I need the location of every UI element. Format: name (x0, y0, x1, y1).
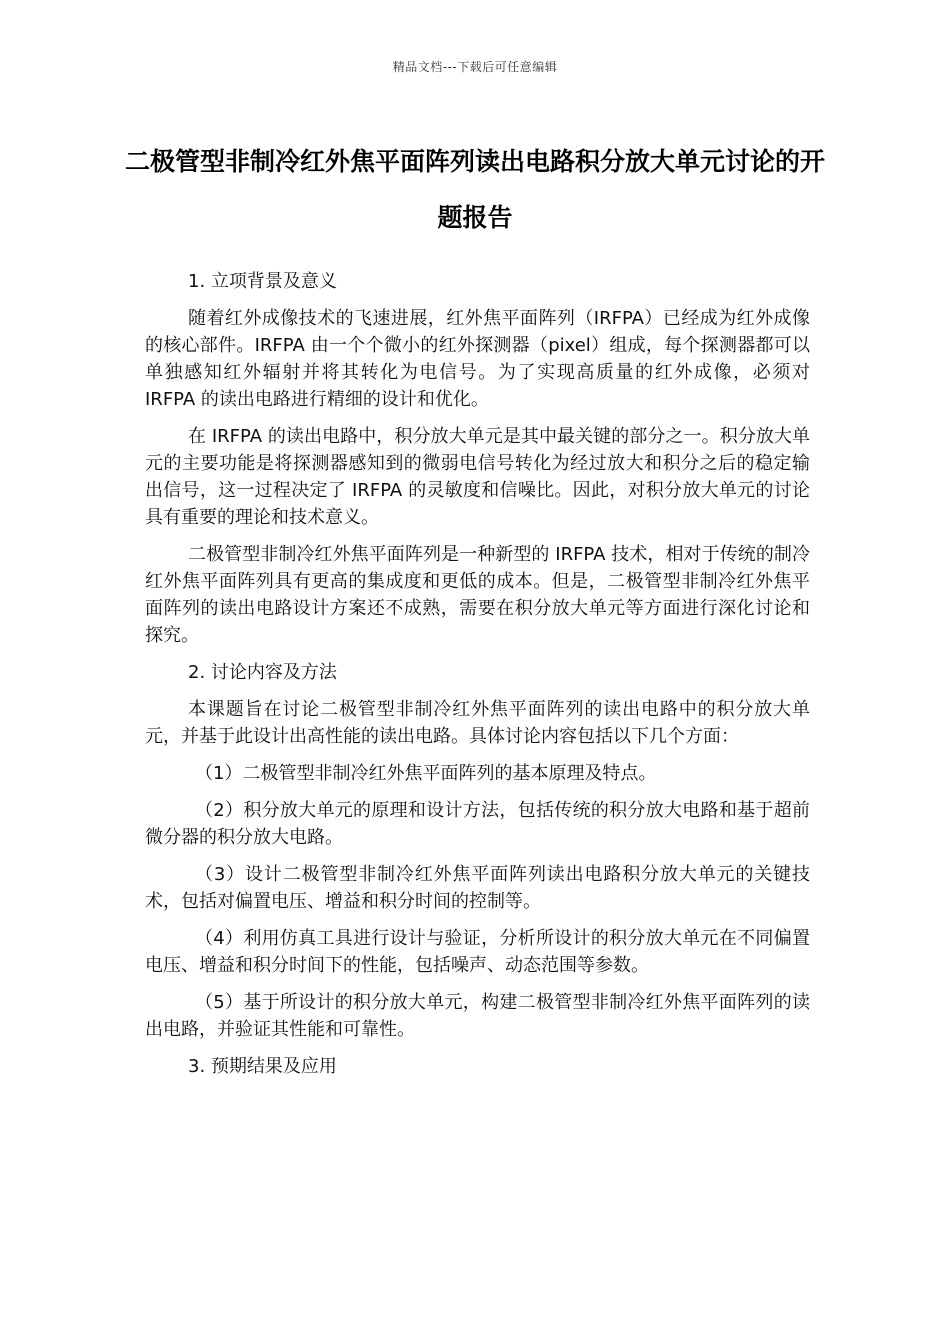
list-item: （2）积分放大单元的原理和设计方法，包括传统的积分放大电路和基于超前微分器的积分放大电路。 (145, 800, 810, 848)
list-item: （4）利用仿真工具进行设计与验证，分析所设计的积分放大单元在不同偏置电压、增益和积分时间下的性能，包括噪声、动态范围等参数。 (145, 928, 810, 976)
document-body (145, 268, 810, 1090)
list-item: （5）基于所设计的积分放大单元，构建二极管型非制冷红外焦平面阵列的读出电路，并验证其性能和可靠性。 (145, 992, 810, 1040)
list-item: （3）设计二极管型非制冷红外焦平面阵列读出电路积分放大单元的关键技术，包括对偏置电压、增益和积分时间的控制等。 (145, 864, 810, 912)
paragraph: 本课题旨在讨论二极管型非制冷红外焦平面阵列的读出电路中的积分放大单元，并基于此设计出高性能的读出电路。具体讨论内容包括以下几个方面： (145, 699, 810, 747)
paragraph: 二极管型非制冷红外焦平面阵列是一种新型的 IRFPA 技术，相对于传统的制冷红外焦平面阵列具有更高的集成度和更低的成本。但是，二极管型非制冷红外焦平面阵列的读出电路设计方案还不成熟，需要在积分放大单元等方面进行深化讨论和探究。 (145, 544, 810, 646)
paragraph: 在 IRFPA 的读出电路中，积分放大单元是其中最关键的部分之一。积分放大单元的主要功能是将探测器感知到的微弱电信号转化为经过放大和积分之后的稳定输出信号，这一过程决定了 IRFPA 的灵敏度和信噪比。因此，对积分放大单元的讨论具有重要的理论和技术意义。 (145, 426, 810, 528)
section-heading-background: 1. 立项背景及意义 (188, 271, 337, 292)
header-note: 精品文档---下载后可任意编辑 (392, 60, 558, 74)
list-item: （1）二极管型非制冷红外焦平面阵列的基本原理及特点。 (195, 763, 657, 784)
section-heading-expected-results: 3. 预期结果及应用 (188, 1056, 337, 1077)
paragraph: 随着红外成像技术的飞速进展，红外焦平面阵列（IRFPA）已经成为红外成像的核心部件。IRFPA 由一个个微小的红外探测器（pixel）组成，每个探测器都可以单独感知红外辐射并将其转化为电信号。为了实现高质量的红外成像，必须对 IRFPA 的读出电路进行精细的设计和优化。 (145, 308, 810, 410)
section-heading-content-method: 2. 讨论内容及方法 (188, 662, 337, 683)
page-title: 二极管型非制冷红外焦平面阵列读出电路积分放大单元讨论的开题报告 (124, 147, 825, 232)
